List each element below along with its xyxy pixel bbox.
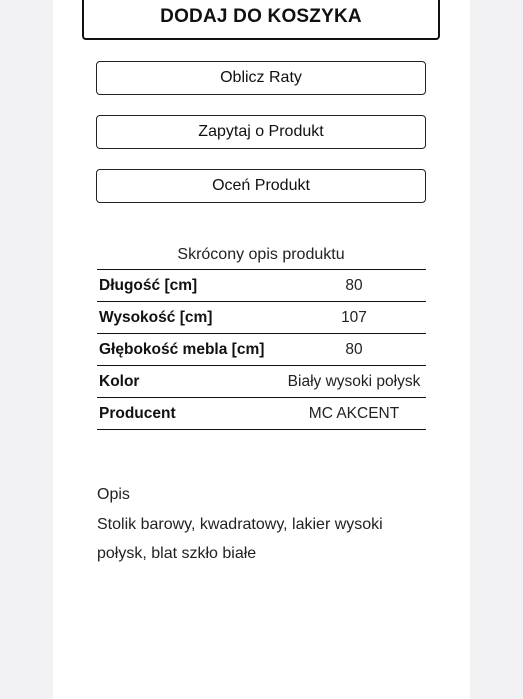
description-text: Stolik barowy, kwadratowy, lakier wysoki połysk, blat szkło białe [97, 516, 383, 562]
table-row [97, 334, 426, 366]
spec-value: 107 [341, 308, 367, 326]
product-page [53, 0, 470, 699]
spec-value: 80 [345, 340, 363, 358]
spec-label: Wysokość [cm] [99, 308, 213, 326]
description-title: Opis [97, 486, 130, 503]
spec-value: MC AKCENT [308, 404, 400, 422]
specs-caption: Skrócony opis produktu [177, 246, 345, 263]
calculate-installments-button[interactable]: Oblicz Raty [96, 61, 426, 95]
table-row [97, 270, 426, 302]
table-row [97, 302, 426, 334]
add-to-cart-button[interactable]: DODAJ DO KOSZYKA [82, 0, 440, 40]
spec-label: Producent [99, 404, 176, 422]
table-row [97, 398, 426, 430]
spec-label: Głębokość mebla [cm] [99, 340, 265, 358]
specs-table [97, 269, 426, 430]
spec-label: Długość [cm] [99, 276, 198, 294]
spec-value: 80 [345, 276, 363, 294]
spec-label: Kolor [99, 372, 140, 390]
rate-product-button[interactable]: Oceń Produkt [96, 169, 426, 203]
table-row [97, 366, 426, 398]
ask-about-product-button[interactable]: Zapytaj o Produkt [96, 115, 426, 149]
spec-value: Biały wysoki połysk [287, 372, 421, 390]
